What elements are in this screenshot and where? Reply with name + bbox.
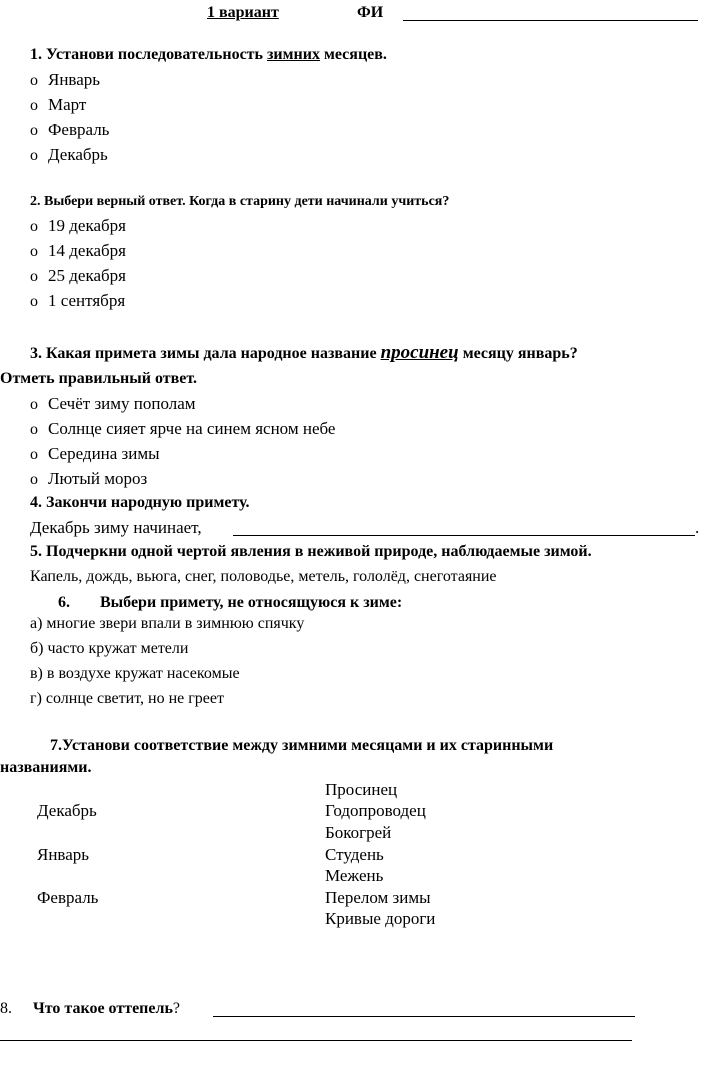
- q2-option[interactable]: o 14 декабря: [30, 241, 126, 260]
- radio-circle-icon: o: [30, 122, 38, 139]
- name-line[interactable]: [403, 20, 698, 21]
- q4-answer-suffix: .: [695, 518, 700, 537]
- q3-title: 3. Какая примета зимы дала народное название просинец месяцу январь?: [30, 342, 578, 363]
- q8-answer-line-2[interactable]: [0, 1040, 632, 1041]
- q7-old-name[interactable]: Перелом зимы: [325, 888, 431, 907]
- q4-answer-line[interactable]: [233, 535, 695, 536]
- variant-label: 1 вариант: [207, 4, 279, 21]
- q7-old-name[interactable]: Студень: [325, 845, 384, 864]
- q1-option[interactable]: o Январь: [30, 70, 101, 89]
- radio-circle-icon: o: [30, 72, 38, 89]
- radio-circle-icon: o: [30, 421, 38, 438]
- q6-option[interactable]: а) многие звери впали в зимнюю спячку: [30, 615, 305, 632]
- q7-month[interactable]: Декабрь: [37, 801, 97, 820]
- q7-old-name[interactable]: Годопроводец: [325, 801, 426, 820]
- q2-option[interactable]: o 25 декабря: [30, 266, 126, 285]
- q8-number: 8.: [0, 1000, 12, 1017]
- q4-title: 4. Закончи народную примету.: [30, 494, 250, 511]
- radio-circle-icon: o: [30, 97, 38, 114]
- radio-circle-icon: o: [30, 471, 38, 488]
- q7-old-name[interactable]: Бокогрей: [325, 823, 392, 842]
- q7-old-name[interactable]: Межень: [325, 866, 384, 885]
- q6-option[interactable]: в) в воздухе кружат насекомые: [30, 665, 240, 682]
- radio-circle-icon: o: [30, 446, 38, 463]
- q5-items[interactable]: Капель, дождь, вьюга, снег, половодье, метель, гололёд, снеготаяние: [30, 568, 497, 585]
- q7-old-name[interactable]: Просинец: [325, 780, 398, 799]
- q3-instruction: Отметь правильный ответ.: [0, 370, 198, 387]
- radio-circle-icon: o: [30, 243, 38, 260]
- q6-option[interactable]: г) солнце светит, но не греет: [30, 690, 224, 707]
- fi-label: ФИ: [357, 4, 384, 21]
- q3-option[interactable]: o Середина зимы: [30, 444, 160, 463]
- q6-number: 6.: [58, 594, 70, 611]
- q8-answer-line[interactable]: [213, 1016, 635, 1017]
- radio-circle-icon: o: [30, 268, 38, 285]
- q3-option[interactable]: o Солнце сияет ярче на синем ясном небе: [30, 419, 336, 438]
- q2-title: 2. Выбери верный ответ. Когда в старину дети начинали учиться?: [30, 194, 450, 209]
- q1-option[interactable]: o Февраль: [30, 120, 110, 139]
- q8-title: Что такое оттепель?: [33, 1000, 181, 1017]
- radio-circle-icon: o: [30, 396, 38, 413]
- q4-answer-prefix: Декабрь зиму начинает,: [30, 518, 202, 537]
- q6-title: Выбери примету, не относящуюся к зиме:: [100, 594, 403, 611]
- q6-option[interactable]: б) часто кружат метели: [30, 640, 189, 657]
- q2-option[interactable]: o 19 декабря: [30, 216, 126, 235]
- radio-circle-icon: o: [30, 218, 38, 235]
- q2-option[interactable]: o 1 сентября: [30, 291, 126, 310]
- q3-option[interactable]: o Сечёт зиму пополам: [30, 394, 196, 413]
- q1-option[interactable]: o Март: [30, 95, 87, 114]
- q5-title: 5. Подчеркни одной чертой явления в неживой природе, наблюдаемые зимой.: [30, 543, 592, 560]
- radio-circle-icon: o: [30, 293, 38, 310]
- q1-title: 1. Установи последовательность зимних месяцев.: [30, 46, 387, 63]
- q1-option[interactable]: o Декабрь: [30, 145, 108, 164]
- q7-title: 7.Установи соответствие между зимними месяцами и их старинными: [50, 737, 554, 754]
- radio-circle-icon: o: [30, 147, 38, 164]
- q7-old-name[interactable]: Кривые дороги: [325, 909, 436, 928]
- q7-month[interactable]: Февраль: [37, 888, 99, 907]
- q7-title-continued: названиями.: [0, 759, 92, 776]
- q3-option[interactable]: o Лютый мороз: [30, 469, 148, 488]
- q7-month[interactable]: Январь: [37, 845, 90, 864]
